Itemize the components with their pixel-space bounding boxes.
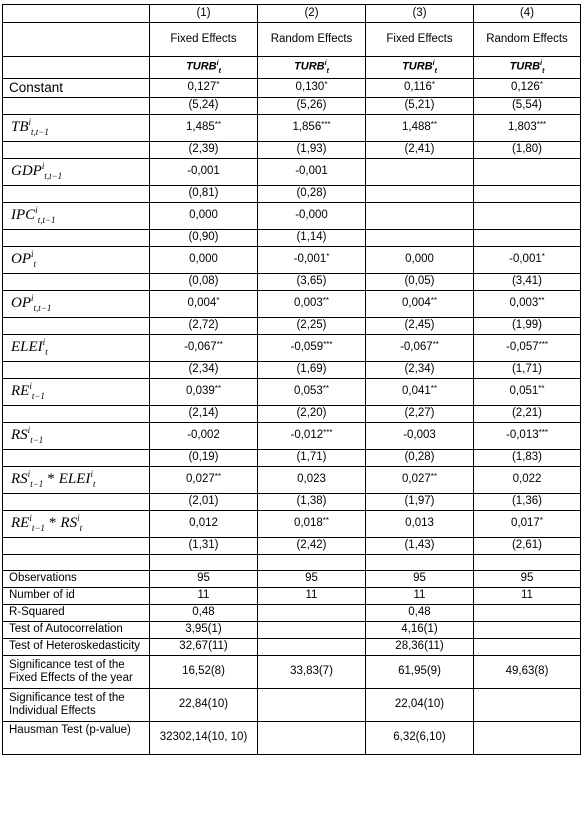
tstat-row-constant [3, 97, 581, 114]
tstat-cell: (1,80) [474, 141, 581, 158]
coef-cell [474, 158, 581, 185]
tstat-cell [474, 185, 581, 202]
empty-cell [3, 361, 150, 378]
coef-cell: 0,130* [258, 78, 366, 97]
var-label: $RE^i_{t-1}$ [3, 378, 150, 405]
coef-row-rs [3, 422, 581, 449]
tstat-cell: (0,08) [150, 273, 258, 290]
coef-cell: 1,803*** [474, 114, 581, 141]
coef-row-gdp [3, 158, 581, 185]
stat-row-autocorrelation [3, 621, 581, 638]
coef-cell: 0,018** [258, 510, 366, 537]
var-label: $RE^i_{t-1} * RS^i_t$ [3, 510, 150, 537]
coef-cell: 0,000 [366, 246, 474, 273]
var-label: Constant [3, 78, 150, 97]
coef-cell: 1,485** [150, 114, 258, 141]
stat-cell: 95 [258, 570, 366, 587]
tstat-cell: (0,28) [366, 449, 474, 466]
stat-cell: 11 [474, 587, 581, 604]
column-number: (2) [258, 5, 366, 23]
stat-cell [474, 688, 581, 721]
coef-cell: 0,000 [150, 246, 258, 273]
tstat-row-rs-elei [3, 493, 581, 510]
coef-cell: 0,127* [150, 78, 258, 97]
coef-cell: 0,013 [366, 510, 474, 537]
coef-cell: 0,116* [366, 78, 474, 97]
tstat-row-rs [3, 449, 581, 466]
tstat-cell: (2,25) [258, 317, 366, 334]
empty-cell [3, 97, 150, 114]
tstat-cell [366, 229, 474, 246]
coef-row-op [3, 246, 581, 273]
stat-row-number-of-id [3, 587, 581, 604]
stat-cell [474, 638, 581, 655]
tstat-cell: (1,31) [150, 537, 258, 554]
coef-row-op-lag [3, 290, 581, 317]
coef-cell: 0,004** [366, 290, 474, 317]
column-number: (3) [366, 5, 474, 23]
stat-label: Observations [3, 570, 150, 587]
coef-cell: -0,000 [258, 202, 366, 229]
coef-cell: -0,067** [150, 334, 258, 361]
empty-cell [3, 493, 150, 510]
tstat-cell: (1,69) [258, 361, 366, 378]
stat-cell: 3,95(1) [150, 621, 258, 638]
tstat-row-gdp [3, 185, 581, 202]
model-type: Random Effects [258, 23, 366, 57]
empty-cell [150, 554, 258, 570]
tstat-cell: (3,65) [258, 273, 366, 290]
coef-row-tb [3, 114, 581, 141]
model-type: Fixed Effects [366, 23, 474, 57]
stat-cell: 95 [150, 570, 258, 587]
coef-cell: -0,012*** [258, 422, 366, 449]
column-number: (4) [474, 5, 581, 23]
tstat-cell: (2,42) [258, 537, 366, 554]
dependent-variable: $TURB^i_t$ [474, 57, 581, 79]
stat-row-r-squared [3, 604, 581, 621]
tstat-row-elei [3, 361, 581, 378]
tstat-cell [474, 229, 581, 246]
stat-cell: 0,48 [150, 604, 258, 621]
dependent-variable: $TURB^i_t$ [366, 57, 474, 79]
tstat-cell: (0,05) [366, 273, 474, 290]
coef-cell [474, 202, 581, 229]
empty-cell [3, 141, 150, 158]
coef-cell: -0,001 [258, 158, 366, 185]
stat-cell [474, 604, 581, 621]
stat-cell: 49,63(8) [474, 655, 581, 688]
stat-row-individual-effects [3, 688, 581, 721]
dependent-variable: $TURB^i_t$ [258, 57, 366, 79]
coef-row-rs-elei [3, 466, 581, 493]
coef-cell: 0,022 [474, 466, 581, 493]
dependent-variable-row [3, 57, 581, 79]
stat-row-fixed-effects-year [3, 655, 581, 688]
stat-cell: 6,32(6,10) [366, 721, 474, 754]
stat-row-observations [3, 570, 581, 587]
tstat-row-op [3, 273, 581, 290]
empty-cell [3, 229, 150, 246]
coef-cell: -0,002 [150, 422, 258, 449]
stat-cell: 95 [474, 570, 581, 587]
tstat-cell: (2,14) [150, 405, 258, 422]
tstat-row-tb [3, 141, 581, 158]
tstat-cell: (2,34) [366, 361, 474, 378]
column-number: (1) [150, 5, 258, 23]
dependent-variable: $TURB^i_t$ [150, 57, 258, 79]
stat-cell: 22,04(10) [366, 688, 474, 721]
tstat-cell: (2,45) [366, 317, 474, 334]
empty-cell [3, 537, 150, 554]
stat-label: Number of id [3, 587, 150, 604]
stat-cell [258, 621, 366, 638]
var-label: $OP^i_t$ [3, 246, 150, 273]
coef-cell: -0,057*** [474, 334, 581, 361]
stat-cell [474, 721, 581, 754]
corner-cell [3, 5, 150, 23]
tstat-cell: (0,81) [150, 185, 258, 202]
tstat-cell: (1,97) [366, 493, 474, 510]
model-type: Random Effects [474, 23, 581, 57]
coef-cell: 0,041** [366, 378, 474, 405]
table-body [3, 5, 581, 755]
empty-cell [3, 185, 150, 202]
stat-cell: 0,48 [366, 604, 474, 621]
tstat-cell: (0,90) [150, 229, 258, 246]
stat-cell: 28,36(11) [366, 638, 474, 655]
tstat-row-ipc [3, 229, 581, 246]
model-type-row [3, 23, 581, 57]
tstat-row-op-lag [3, 317, 581, 334]
coef-cell: -0,001* [474, 246, 581, 273]
empty-cell [3, 273, 150, 290]
tstat-cell: (1,83) [474, 449, 581, 466]
stat-cell: 22,84(10) [150, 688, 258, 721]
empty-cell [3, 317, 150, 334]
tstat-cell: (1,14) [258, 229, 366, 246]
empty-cell [366, 554, 474, 570]
coef-cell [366, 202, 474, 229]
empty-cell [258, 554, 366, 570]
coef-cell: -0,001* [258, 246, 366, 273]
tstat-cell: (2,61) [474, 537, 581, 554]
tstat-cell: (5,24) [150, 97, 258, 114]
var-label: $ELEI^i_t$ [3, 334, 150, 361]
stat-label: Test of Heteroskedasticity [3, 638, 150, 655]
stat-cell [258, 721, 366, 754]
coef-cell: -0,003 [366, 422, 474, 449]
coef-cell: 0,027** [366, 466, 474, 493]
tstat-cell: (0,19) [150, 449, 258, 466]
stat-label: R-Squared [3, 604, 150, 621]
column-number-row [3, 5, 581, 23]
tstat-cell: (2,20) [258, 405, 366, 422]
tstat-cell: (2,21) [474, 405, 581, 422]
tstat-cell: (1,99) [474, 317, 581, 334]
coef-cell [366, 158, 474, 185]
stat-label: Significance test of the Individual Effects [3, 688, 150, 721]
tstat-row-re [3, 405, 581, 422]
coef-cell: 1,488** [366, 114, 474, 141]
stat-cell [474, 621, 581, 638]
stat-cell [258, 688, 366, 721]
stat-cell: 33,83(7) [258, 655, 366, 688]
coef-cell: 0,053** [258, 378, 366, 405]
stat-cell: 32302,14(10, 10) [150, 721, 258, 754]
var-label: $RS^i_{t-1}$ * $ELEI^i_t$ [3, 466, 150, 493]
var-label: $OP^i_{t,t-1}$ [3, 290, 150, 317]
stat-cell: 61,95(9) [366, 655, 474, 688]
stat-cell: 32,67(11) [150, 638, 258, 655]
coef-cell: 0,051** [474, 378, 581, 405]
stat-row-hausman [3, 721, 581, 754]
tstat-cell: (5,21) [366, 97, 474, 114]
tstat-cell: (2,27) [366, 405, 474, 422]
tstat-cell: (2,72) [150, 317, 258, 334]
stat-label: Test of Autocorrelation [3, 621, 150, 638]
var-label: $GDP^i_{t,t-1}$ [3, 158, 150, 185]
coef-cell: 0,012 [150, 510, 258, 537]
tstat-cell: (1,36) [474, 493, 581, 510]
empty-cell [3, 405, 150, 422]
coef-cell: 0,039** [150, 378, 258, 405]
separator-row [3, 554, 581, 570]
tstat-row-re-rs [3, 537, 581, 554]
stat-cell: 95 [366, 570, 474, 587]
coef-cell: 0,003** [258, 290, 366, 317]
coef-cell: 0,004* [150, 290, 258, 317]
coef-cell: 0,027** [150, 466, 258, 493]
tstat-cell: (2,41) [366, 141, 474, 158]
var-label: $TB^i_{t,t-1}$ [3, 114, 150, 141]
coef-cell: 0,126* [474, 78, 581, 97]
tstat-cell: (5,54) [474, 97, 581, 114]
coef-cell: 0,000 [150, 202, 258, 229]
coef-cell: 1,856*** [258, 114, 366, 141]
coef-cell: 0,017* [474, 510, 581, 537]
coef-cell: 0,023 [258, 466, 366, 493]
stat-label: Significance test of the Fixed Effects of the year [3, 655, 150, 688]
coef-cell: -0,001 [150, 158, 258, 185]
stat-row-heteroskedasticity [3, 638, 581, 655]
empty-cell [3, 554, 150, 570]
stat-cell [258, 604, 366, 621]
tstat-cell: (1,93) [258, 141, 366, 158]
tstat-cell: (2,34) [150, 361, 258, 378]
tstat-cell: (3,41) [474, 273, 581, 290]
coef-cell: 0,003** [474, 290, 581, 317]
coef-cell: -0,059*** [258, 334, 366, 361]
stat-cell: 11 [258, 587, 366, 604]
tstat-cell: (1,43) [366, 537, 474, 554]
var-label: $RS^i_{t-1}$ [3, 422, 150, 449]
regression-table [2, 4, 581, 755]
tstat-cell: (0,28) [258, 185, 366, 202]
coef-row-constant [3, 78, 581, 97]
stat-cell: 11 [150, 587, 258, 604]
tstat-cell: (1,38) [258, 493, 366, 510]
tstat-cell: (1,71) [258, 449, 366, 466]
empty-cell [474, 554, 581, 570]
coef-row-re-rs [3, 510, 581, 537]
tstat-cell: (5,26) [258, 97, 366, 114]
empty-cell [3, 449, 150, 466]
coef-row-ipc [3, 202, 581, 229]
stat-cell: 4,16(1) [366, 621, 474, 638]
tstat-cell: (2,39) [150, 141, 258, 158]
model-type: Fixed Effects [150, 23, 258, 57]
stat-cell: 11 [366, 587, 474, 604]
empty-cell [3, 57, 150, 79]
coef-row-re [3, 378, 581, 405]
tstat-cell: (1,71) [474, 361, 581, 378]
var-label: $IPC^i_{t,t-1}$ [3, 202, 150, 229]
coef-cell: -0,067** [366, 334, 474, 361]
stat-label: Hausman Test (p-value) [3, 721, 150, 754]
tstat-cell: (2,01) [150, 493, 258, 510]
stat-cell: 16,52(8) [150, 655, 258, 688]
coef-cell: -0,013*** [474, 422, 581, 449]
stat-cell [258, 638, 366, 655]
tstat-cell [366, 185, 474, 202]
coef-row-elei [3, 334, 581, 361]
empty-cell [3, 23, 150, 57]
